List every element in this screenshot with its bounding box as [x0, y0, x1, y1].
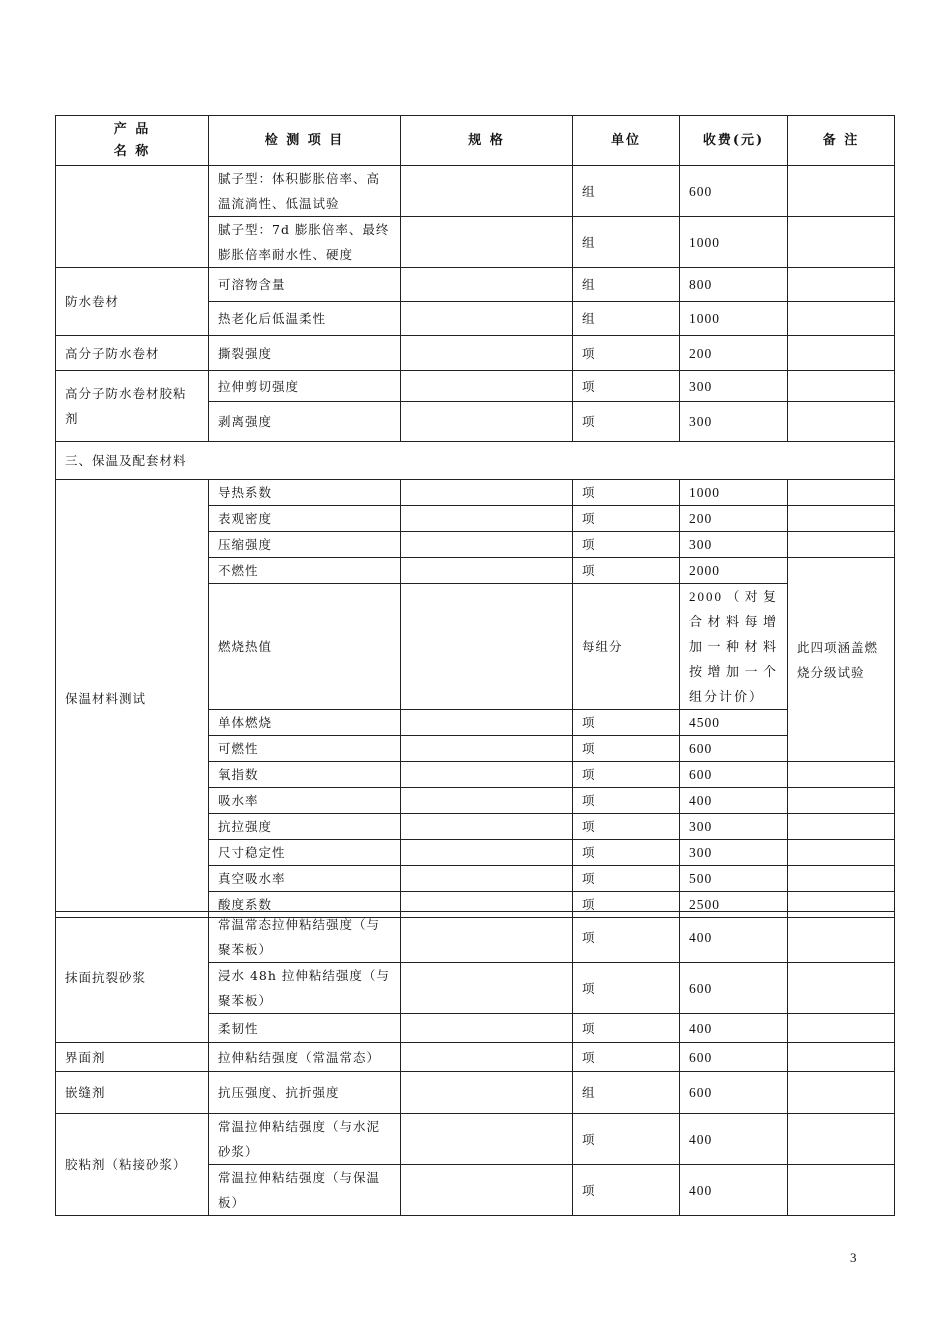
spec-cell: [401, 371, 573, 402]
note-cell: [788, 866, 895, 892]
unit-cell: 项: [573, 1043, 680, 1072]
fee-cell: 600: [680, 762, 788, 788]
unit-cell: 项: [573, 402, 680, 442]
table-row: [56, 166, 895, 217]
fee-cell: 600: [680, 1043, 788, 1072]
test-item: 不燃性: [209, 558, 401, 584]
test-item: 常温拉伸粘结强度（与保温板）: [209, 1165, 401, 1216]
section-title: 三、保温及配套材料: [56, 442, 895, 480]
test-item: 腻子型：7d 膨胀倍率、最终膨胀倍率耐水性、硬度: [209, 217, 401, 268]
fee-cell: 200: [680, 506, 788, 532]
test-item: 酸度系数: [209, 892, 401, 918]
unit-cell: 项: [573, 480, 680, 506]
note-cell-combustion: 此四项涵盖燃烧分级试验: [788, 558, 895, 762]
header-note: 备 注: [788, 116, 895, 166]
product-name-cell: 保温材料测试: [56, 480, 209, 918]
unit-cell: 项: [573, 558, 680, 584]
test-item: 抗压强度、抗折强度: [209, 1072, 401, 1114]
test-item: 柔韧性: [209, 1014, 401, 1043]
fee-table: [55, 115, 895, 918]
note-cell: [788, 840, 895, 866]
fee-cell: 600: [680, 1072, 788, 1114]
spec-cell: [401, 736, 573, 762]
fee-table-continued: [55, 911, 895, 1216]
unit-cell: 项: [573, 1114, 680, 1165]
table-row: [56, 1072, 895, 1114]
spec-cell: [401, 532, 573, 558]
note-cell: [788, 336, 895, 371]
note-cell: [788, 1165, 895, 1216]
test-item: 腻子型：体积膨胀倍率、高温流淌性、低温试验: [209, 166, 401, 217]
unit-cell: 项: [573, 788, 680, 814]
spec-cell: [401, 268, 573, 302]
note-cell: [788, 268, 895, 302]
product-name-cell: 胶粘剂（粘接砂浆）: [56, 1114, 209, 1216]
fee-cell: 400: [680, 788, 788, 814]
table-row: [56, 912, 895, 963]
spec-cell: [401, 402, 573, 442]
unit-cell: 每组分: [573, 584, 680, 710]
fee-cell: 300: [680, 840, 788, 866]
fee-cell: 600: [680, 736, 788, 762]
spec-cell: [401, 1165, 573, 1216]
unit-cell: 组: [573, 1072, 680, 1114]
unit-cell: 项: [573, 866, 680, 892]
fee-cell: 300: [680, 814, 788, 840]
test-item: 燃烧热值: [209, 584, 401, 710]
unit-cell: 项: [573, 762, 680, 788]
fee-cell: 600: [680, 963, 788, 1014]
unit-cell: 组: [573, 302, 680, 336]
product-name-cell: 界面剂: [56, 1043, 209, 1072]
note-cell: [788, 532, 895, 558]
unit-cell: 项: [573, 892, 680, 918]
test-item: 抗拉强度: [209, 814, 401, 840]
test-item: 浸水 48h 拉伸粘结强度（与聚苯板）: [209, 963, 401, 1014]
note-cell: [788, 814, 895, 840]
note-cell: [788, 762, 895, 788]
test-item: 拉伸粘结强度（常温常态）: [209, 1043, 401, 1072]
fee-cell: 1000: [680, 217, 788, 268]
header-fee: 收费(元): [680, 116, 788, 166]
spec-cell: [401, 710, 573, 736]
spec-cell: [401, 912, 573, 963]
unit-cell: 项: [573, 710, 680, 736]
fee-cell: 400: [680, 1114, 788, 1165]
fee-cell: 500: [680, 866, 788, 892]
header-unit: 单位: [573, 116, 680, 166]
fee-cell: 800: [680, 268, 788, 302]
note-cell: [788, 1072, 895, 1114]
note-cell: [788, 402, 895, 442]
product-name-cell: 嵌缝剂: [56, 1072, 209, 1114]
note-cell: [788, 1114, 895, 1165]
table-row: [56, 268, 895, 302]
unit-cell: 项: [573, 371, 680, 402]
spec-cell: [401, 1043, 573, 1072]
test-item: 剥离强度: [209, 402, 401, 442]
header-spec: 规 格: [401, 116, 573, 166]
fee-cell: 600: [680, 166, 788, 217]
spec-cell: [401, 1114, 573, 1165]
fee-cell: 300: [680, 371, 788, 402]
fee-cell: 200: [680, 336, 788, 371]
test-item: 压缩强度: [209, 532, 401, 558]
fee-cell: 400: [680, 1165, 788, 1216]
unit-cell: 项: [573, 532, 680, 558]
product-name-cell: 抹面抗裂砂浆: [56, 912, 209, 1043]
spec-cell: [401, 814, 573, 840]
fee-cell: 1000: [680, 302, 788, 336]
note-cell: [788, 371, 895, 402]
fee-cell: 4500: [680, 710, 788, 736]
fee-cell: 300: [680, 532, 788, 558]
table-row: [56, 336, 895, 371]
fee-cell: 1000: [680, 480, 788, 506]
test-item: 吸水率: [209, 788, 401, 814]
unit-cell: 项: [573, 840, 680, 866]
unit-cell: 项: [573, 506, 680, 532]
unit-cell: 项: [573, 1165, 680, 1216]
product-name-cell: [56, 166, 209, 268]
spec-cell: [401, 840, 573, 866]
spec-cell: [401, 166, 573, 217]
note-cell: [788, 1043, 895, 1072]
fee-cell: 2500: [680, 892, 788, 918]
spec-cell: [401, 963, 573, 1014]
test-item: 常温常态拉伸粘结强度（与聚苯板）: [209, 912, 401, 963]
spec-cell: [401, 1014, 573, 1043]
fee-cell: 300: [680, 402, 788, 442]
spec-cell: [401, 762, 573, 788]
table-row: [56, 1043, 895, 1072]
table-row: [56, 1114, 895, 1165]
product-name-cell: 高分子防水卷材胶粘剂: [56, 371, 209, 442]
test-item: 单体燃烧: [209, 710, 401, 736]
spec-cell: [401, 302, 573, 336]
test-item: 导热系数: [209, 480, 401, 506]
test-item: 可燃性: [209, 736, 401, 762]
test-item: 可溶物含量: [209, 268, 401, 302]
table-row: [56, 371, 895, 402]
note-cell: [788, 166, 895, 217]
spec-cell: [401, 336, 573, 371]
test-item: 氧指数: [209, 762, 401, 788]
test-item: 热老化后低温柔性: [209, 302, 401, 336]
note-cell: [788, 217, 895, 268]
unit-cell: 组: [573, 217, 680, 268]
note-cell: [788, 788, 895, 814]
unit-cell: 组: [573, 166, 680, 217]
fee-cell: 400: [680, 1014, 788, 1043]
unit-cell: 项: [573, 963, 680, 1014]
fee-cell: 400: [680, 912, 788, 963]
page-number: 3: [850, 1250, 857, 1265]
unit-cell: 项: [573, 814, 680, 840]
spec-cell: [401, 584, 573, 710]
note-cell: [788, 963, 895, 1014]
table-header-row: [56, 116, 895, 166]
note-cell: [788, 1014, 895, 1043]
unit-cell: 项: [573, 1014, 680, 1043]
unit-cell: 项: [573, 336, 680, 371]
spec-cell: [401, 506, 573, 532]
spec-cell: [401, 788, 573, 814]
header-test-item: 检 测 项 目: [209, 116, 401, 166]
table-row: [56, 480, 895, 506]
spec-cell: [401, 480, 573, 506]
spec-cell: [401, 866, 573, 892]
section-row: [56, 442, 895, 480]
unit-cell: 组: [573, 268, 680, 302]
note-cell: [788, 302, 895, 336]
unit-cell: 项: [573, 736, 680, 762]
fee-cell: 2000（对复合材料每增加一种材料按增加一个组分计价）: [680, 584, 788, 710]
note-cell: [788, 480, 895, 506]
test-item: 表观密度: [209, 506, 401, 532]
test-item: 尺寸稳定性: [209, 840, 401, 866]
product-name-cell: 高分子防水卷材: [56, 336, 209, 371]
test-item: 拉伸剪切强度: [209, 371, 401, 402]
product-name-cell: 防水卷材: [56, 268, 209, 336]
note-cell: [788, 506, 895, 532]
test-item: 真空吸水率: [209, 866, 401, 892]
unit-cell: 项: [573, 912, 680, 963]
header-product-name: 产 品 名 称: [56, 116, 209, 166]
note-cell: [788, 912, 895, 963]
spec-cell: [401, 217, 573, 268]
test-item: 撕裂强度: [209, 336, 401, 371]
fee-cell: 2000: [680, 558, 788, 584]
spec-cell: [401, 558, 573, 584]
test-item: 常温拉伸粘结强度（与水泥砂浆）: [209, 1114, 401, 1165]
spec-cell: [401, 1072, 573, 1114]
